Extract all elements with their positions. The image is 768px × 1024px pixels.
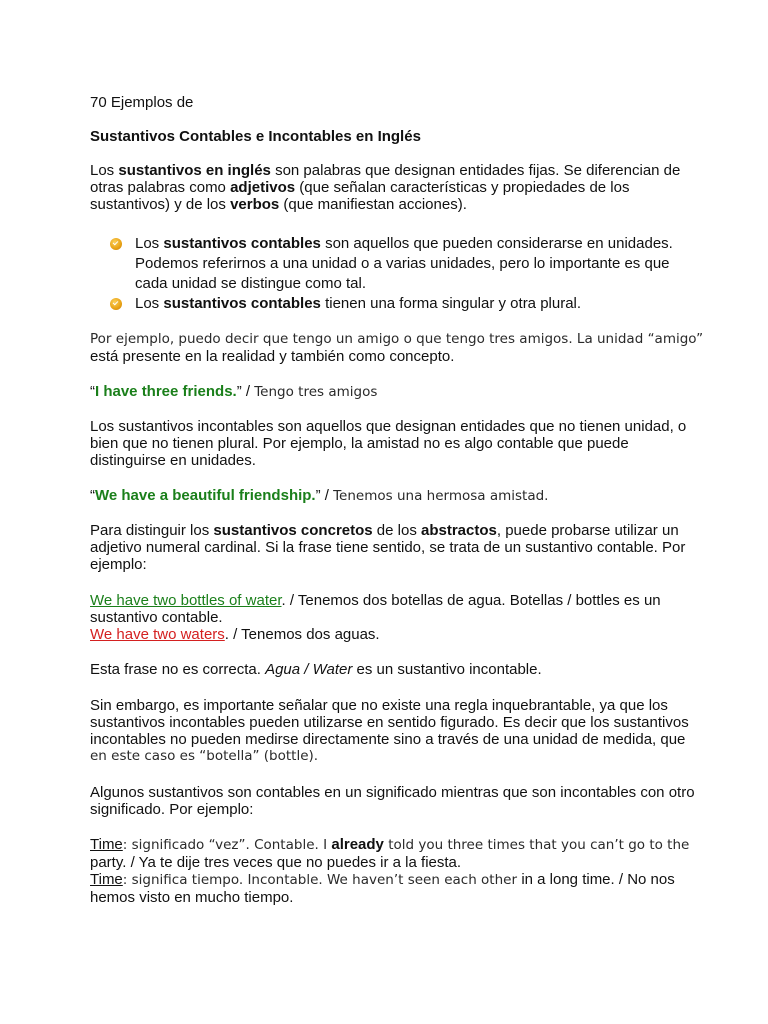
some-nouns-paragraph: Algunos sustantivos son contables en un significado mientras que son incontables con otro significado. Por ejemplo: [90,784,695,818]
list-item: Los sustantivos contables son aquellos que pueden considerarse en unidades. Podemos referirnos a una unidad o a varias unidades, pero lo importante es que cada unidad se distingue como tal. [110,234,690,294]
quote-three-friends: “I have three friends.” / Tengo tres amigos [90,383,378,400]
check-bullet-icon [110,298,122,310]
intro-paragraph: Los sustantivos en inglés son palabras que designan entidades fijas. Se diferencian de otras palabras como adjetivos (que señalan características y propiedades de los sustantivos) y de los verbos (que manifiestan acciones). [90,162,681,213]
incorrect-example-text: We have two waters [90,626,225,643]
example-paragraph: Por ejemplo, puedo decir que tengo un amigo o que tengo tres amigos. La unidad “amigo” está presente en la realidad y también como concepto. [90,331,704,365]
example-incorrect: We have two waters. / Tenemos dos aguas. [90,626,380,643]
time-countable-example: Time: significado “vez”. Contable. I already told you three times that you can’t go to the party. / Ya te dije tres veces que no puedes ir a la fiesta. [90,836,690,871]
document-header: 70 Ejemplos de [90,94,194,111]
however-paragraph: Sin embargo, es importante señalar que no existe una regla inquebrantable, ya que los sustantivos incontables pueden utilizarse en sentido figurado. Es decir que los sustantivos incontables no pueden medirse directamente sino a través de una unidad de medida, que en este caso es “botella” (bottle). [90,697,689,764]
quote-friendship: “We have a beautiful friendship.” / Tenemos una hermosa amistad. [90,487,549,504]
example-correct: We have two bottles of water. / Tenemos dos botellas de agua. Botellas / bottles es un sustantivo contable. [90,592,661,626]
distinguish-paragraph: Para distinguir los sustantivos concretos de los abstractos, puede probarse utilizar un adjetivo numeral cardinal. Si la frase tiene sentido, se trata de un sustantivo contable. Por ejemplo: [90,522,686,573]
uncountable-paragraph: Los sustantivos incontables son aquellos que designan entidades que no tienen unidad, o bien que no tienen plural. Por ejemplo, la amistad no es algo contable que puede distinguirse en unidades. [90,418,687,469]
note-paragraph: Esta frase no es correcta. Agua / Water es un sustantivo incontable. [90,661,542,678]
time-uncountable-example: Time: significa tiempo. Incontable. We haven’t seen each other in a long time. / No nos hemos visto en mucho tiempo. [90,871,675,906]
list-item: Los sustantivos contables tienen una forma singular y otra plural. [110,294,690,314]
bullet-list [110,234,690,314]
document-title: Sustantivos Contables e Incontables en Inglés [90,128,421,145]
check-bullet-icon [110,238,122,250]
correct-example-text: We have two bottles of water [90,592,282,609]
